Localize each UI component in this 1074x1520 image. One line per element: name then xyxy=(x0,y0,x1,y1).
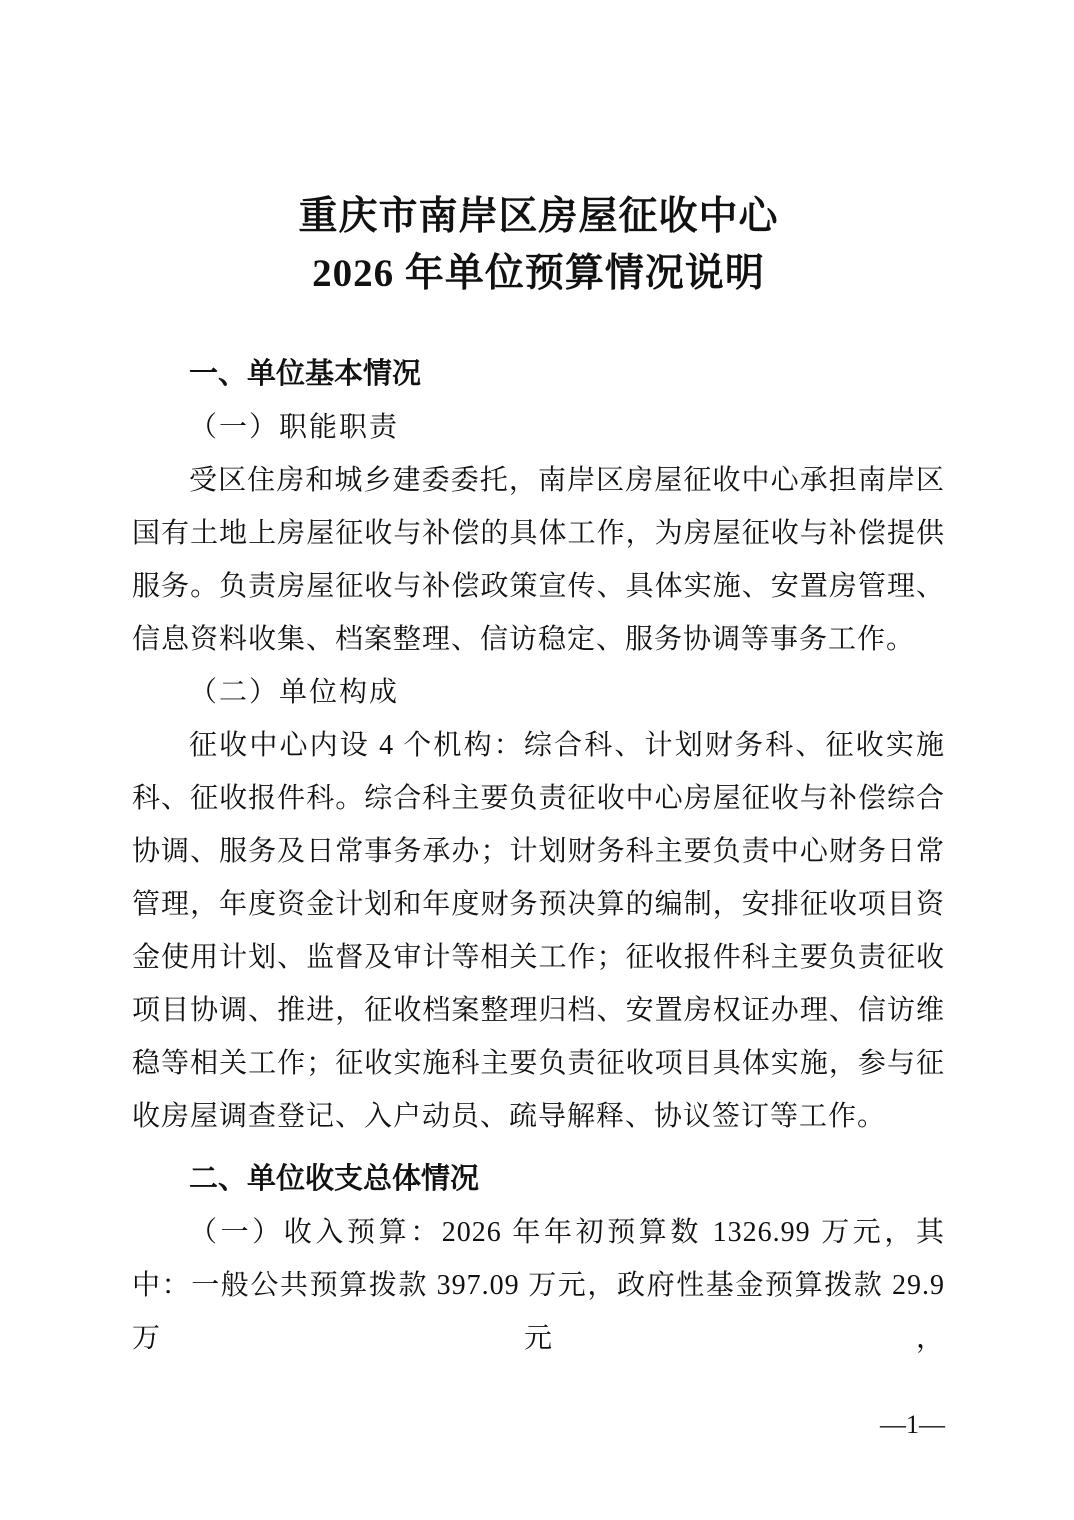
document-title-line2: 2026 年单位预算情况说明 xyxy=(312,252,765,295)
document-title xyxy=(132,188,945,302)
subsection-heading-functions: （一）职能职责 xyxy=(189,412,400,443)
section-heading-revenue-expenditure: 二、单位收支总体情况 xyxy=(189,1163,480,1195)
document-content xyxy=(132,0,945,1439)
section-heading-basic-info: 一、单位基本情况 xyxy=(189,358,422,390)
document-title-line1: 重庆市南岸区房屋征收中心 xyxy=(298,195,779,238)
paragraph-functions: 受区住房和城乡建委委托，南岸区房屋征收中心承担南岸区国有土地上房屋征收与补偿的具体工作，为房屋征收与补偿提供服务。负责房屋征收与补偿政策宣传、具体实施、安置房管理、信息资料收集、档案整理、信访稳定、服务协调等事务工作。 xyxy=(132,465,945,655)
subsection-heading-composition: （二）单位构成 xyxy=(189,677,400,708)
paragraph-income-budget: （一）收入预算：2026 年年初预算数 1326.99 万元，其中：一般公共预算拨款 397.09 万元，政府性基金预算拨款 29.9 万元， xyxy=(132,1217,945,1354)
paragraph-composition: 征收中心内设 4 个机构：综合科、计划财务科、征收实施科、征收报件科。综合科主要负责征收中心房屋征收与补偿综合协调、服务及日常事务承办；计划财务科主要负责中心财务日常管理，年度资金计划和年度财务预决算的编制，安排征收项目资金使用计划、监督及审计等相关工作；征收报件科主要负责征收项目协调、推进，征收档案整理归档、安置房权证办理、信访维稳等相关工作；征收实施科主要负责征收项目具体实施，参与征收房屋调查登记、入户动员、疏导解释、协议签订等工作。 xyxy=(132,730,945,1132)
page-number: —1— xyxy=(880,1410,945,1439)
